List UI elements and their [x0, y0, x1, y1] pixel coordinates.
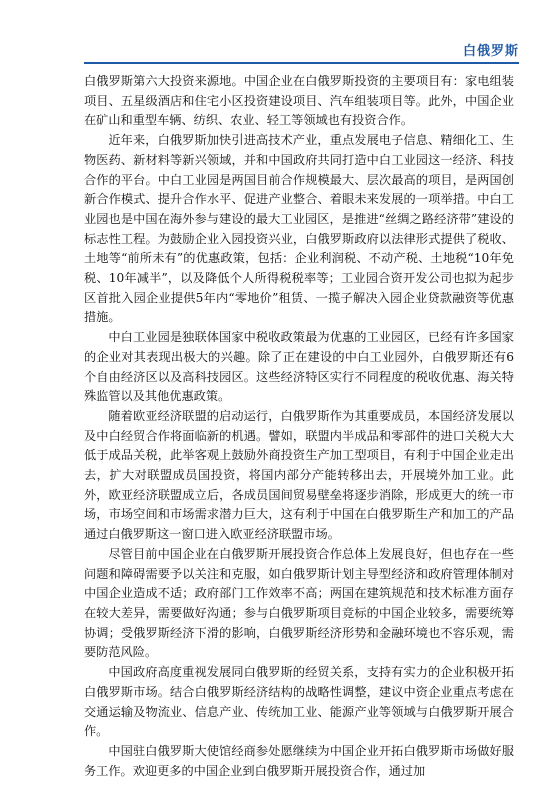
paragraph-1: 白俄罗斯第六大投资来源地。中国企业在白俄罗斯投资的主要项目有：家电组装项目、五星级酒店和住宅小区投资建设项目、汽车组装项目等。此外，中国企业在矿山和重型车辆、纺织、农业、轻工等领域也有投资合作。 [84, 74, 514, 128]
page-body [84, 72, 514, 781]
paragraph-4: 随着欧亚经济联盟的启动运行，白俄罗斯作为其重要成员，本国经济发展以及中白经贸合作将面临新的机遇。譬如，联盟内半成品和零部件的进口关税大大低于成品关税，此举客观上鼓励外商投资生产加工型项目，有利于中国企业走出去，扩大对联盟成员国投资，将国内部分产能转移出去，开展境外加工业。此外，欧亚经济联盟成立后，各成员国间贸易壁垒将逐步消除，形成更大的统一市场，市场空间和市场需求潜力巨大，这有利于中国在白俄罗斯生产和加工的产品通过白俄罗斯这一窗口进入欧亚经济联盟市场。 [84, 408, 514, 542]
paragraph-2: 近年来，白俄罗斯加快引进高技术产业，重点发展电子信息、精细化工、生物医药、新材料等新兴领域，并和中国政府共同打造中白工业园这一经济、科技合作的平台。中白工业园是两国目前合作规模最大、层次最高的项目，是两国创新合作模式、提升合作水平、促进产业整合、着眼未来发展的一项举措。中白工业园也是中国在海外参与建设的最大工业园区，是推进“丝绸之路经济带”建设的标志性工程。为鼓励企业入园投资兴业，白俄罗斯政府以法律形式提供了税收、土地等“前所未有”的优惠政策，包括：企业利润税、不动产税、土地税“10年免税、10年减半”，以及降低个人所得税税率等；工业园合资开发公司也拟为起步区首批入园企业提供5年内“零地价”租赁、一揽子解决入园企业贷款融资等优惠措施。 [84, 133, 514, 325]
paragraph-7: 中国驻白俄罗斯大使馆经商参处愿继续为中国企业开拓白俄罗斯市场做好服务工作。欢迎更多的中国企业到白俄罗斯开展投资合作，通过加 [84, 743, 514, 778]
header-rule [84, 62, 519, 64]
paragraph-3: 中白工业园是独联体国家中税收政策最为优惠的工业园区，已经有许多国家的企业对其表现出极大的兴趣。除了正在建设的中白工业园外，白俄罗斯还有6个自由经济区以及高科技园区。这些经济特区实行不同程度的税收优惠、海关特殊监管以及其他优惠政策。 [84, 330, 514, 404]
paragraph-5: 尽管目前中国企业在白俄罗斯开展投资合作总体上发展良好，但也存在一些问题和障碍需要予以关注和克服，如白俄罗斯计划主导型经济和政府管理体制对中国企业造成不适；政府部门工作效率不高；两国在建筑规范和技术标准方面存在较大差异，需要做好沟通；参与白俄罗斯项目竞标的中国企业较多，需要统筹协调；受俄罗斯经济下滑的影响，白俄罗斯经济形势和金融环境也不容乐观，需要防范风险。 [84, 546, 514, 660]
paragraph-6: 中国政府高度重视发展同白俄罗斯的经贸关系，支持有实力的企业积极开拓白俄罗斯市场。结合白俄罗斯经济结构的战略性调整，建议中资企业重点考虑在交通运输及物流业、信息产业、传统加工业、能源产业等领域与白俄罗斯开展合作。 [84, 665, 514, 739]
running-header-title: 白俄罗斯 [462, 44, 519, 59]
